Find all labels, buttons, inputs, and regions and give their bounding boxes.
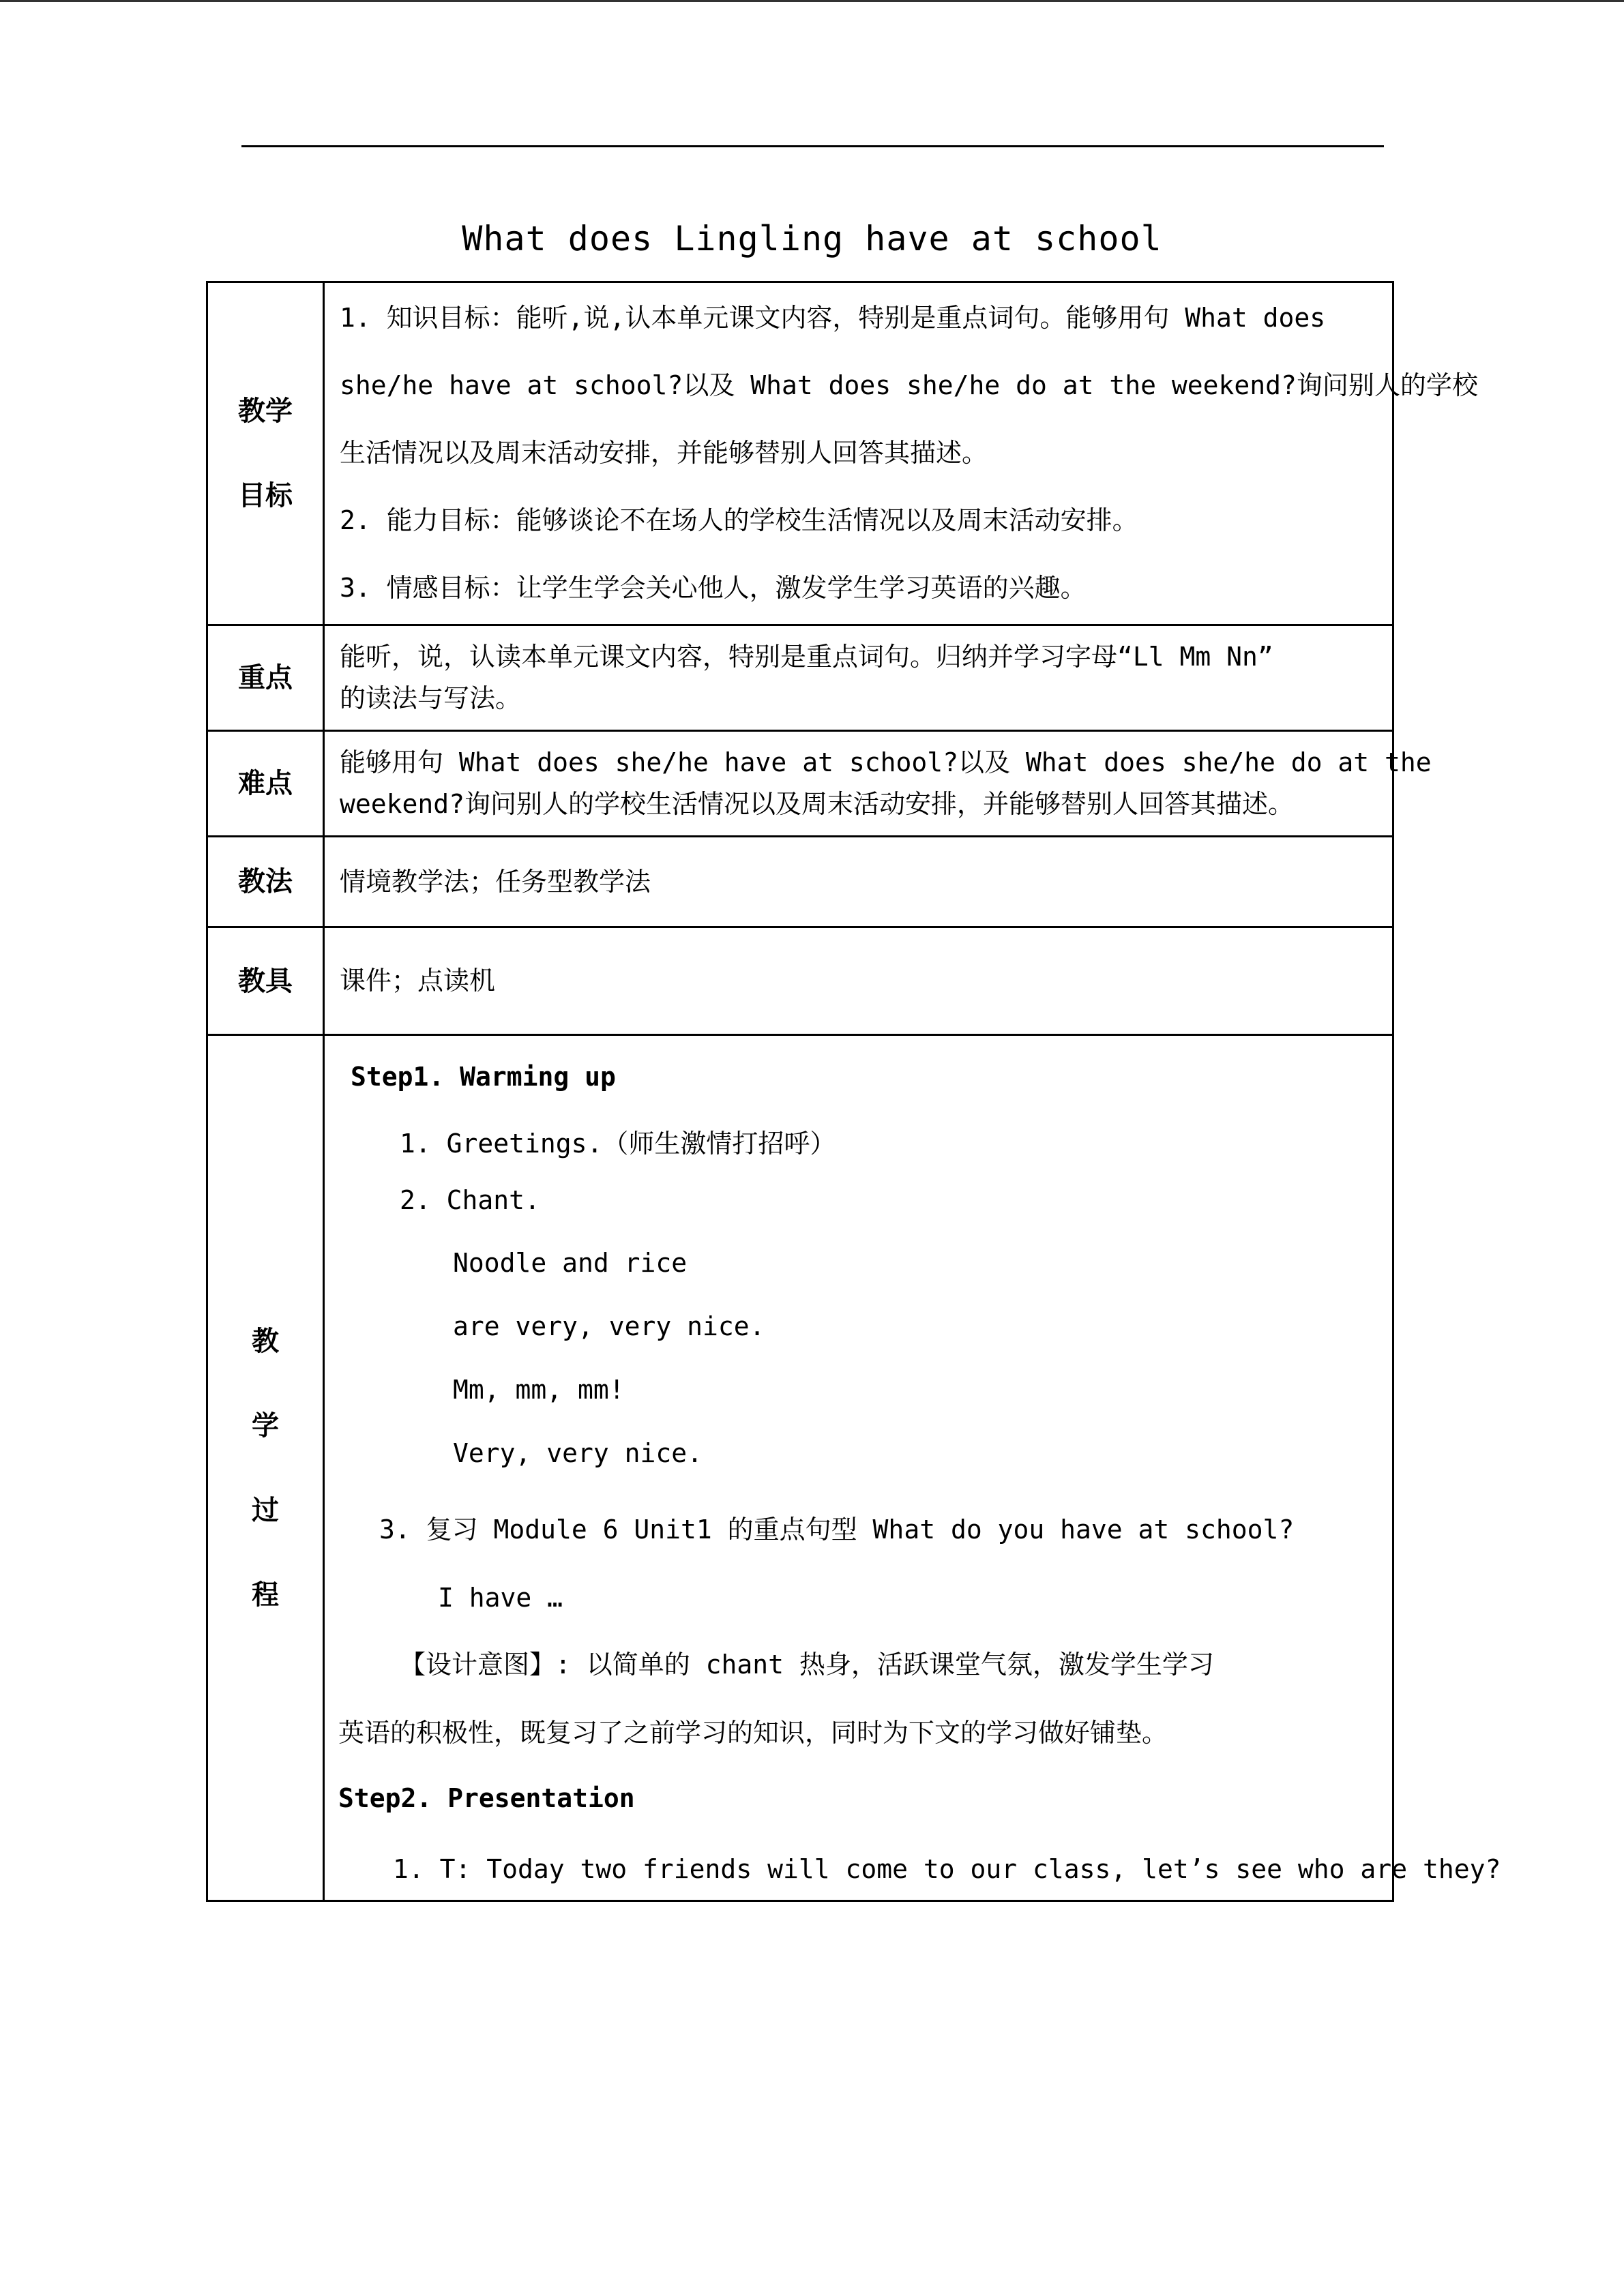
- step1-heading: Step1. Warming up: [351, 1062, 616, 1092]
- chant-line-1: Noodle and rice: [453, 1248, 688, 1278]
- objectives-line-5: 3. 情感目标：让学生学会关心他人，激发学生学习英语的兴趣。: [340, 573, 1087, 603]
- methods-label: 教法: [207, 837, 324, 927]
- objectives-label-line2: 目标: [238, 480, 293, 511]
- step2-item-1: 1. T: Today two friends will come to our class, let’s see who are they?: [393, 1854, 1501, 1884]
- process-content: [324, 1035, 1501, 1901]
- difficulties-line-2: weekend?询问别人的学校生活情况以及周末活动安排，并能够替别人回答其描述。: [340, 789, 1295, 819]
- methods-content: 情境教学法；任务型教学法: [324, 837, 1393, 927]
- process-label: [207, 1035, 324, 1901]
- objectives-line-3: 生活情况以及周末活动安排，并能够替别人回答其描述。: [340, 438, 988, 468]
- step1-item-greetings: 1. Greetings.（师生激情打招呼）: [400, 1129, 836, 1159]
- process-body: [325, 1036, 1501, 1900]
- difficulties-row: [207, 731, 1393, 837]
- step1-item-review: 3. 复习 Module 6 Unit1 的重点句型 What do you have at school?: [379, 1515, 1295, 1545]
- page-top-border: [0, 0, 1624, 2]
- aids-label: 教具: [207, 927, 324, 1035]
- objectives-line-1: 1. 知识目标：能听,说,认本单元课文内容，特别是重点词句。能够用句 What does: [340, 303, 1326, 333]
- design-intent-line-2: 英语的积极性，既复习了之前学习的知识，同时为下文的学习做好铺垫。: [338, 1718, 1168, 1748]
- process-row: [207, 1035, 1393, 1901]
- key-points-line-2: 的读法与写法。: [340, 683, 522, 713]
- key-points-row: [207, 625, 1393, 731]
- lesson-plan-table: [206, 281, 1501, 1902]
- key-points-content: [324, 625, 1393, 731]
- objectives-label: [207, 282, 324, 625]
- objectives-row: [207, 282, 1393, 625]
- chant-line-3: Mm, mm, mm!: [453, 1375, 625, 1405]
- document-title: What does Lingling have at school: [462, 219, 1162, 258]
- key-points-label: 重点: [207, 625, 324, 731]
- process-label-char-1: 教: [252, 1325, 279, 1357]
- key-points-line-1: 能听，说，认读本单元课文内容，特别是重点词句。归纳并学习字母“Ll Mm Nn”: [340, 642, 1273, 672]
- header-rule: [241, 145, 1384, 147]
- chant-line-2: are very, very nice.: [453, 1311, 765, 1341]
- methods-row: [207, 837, 1393, 927]
- process-label-char-3: 过: [252, 1494, 279, 1526]
- design-intent-line-1: 【设计意图】: 以简单的 chant 热身，活跃课堂气氛，激发学生学习: [400, 1650, 1214, 1680]
- process-label-char-4: 程: [252, 1579, 279, 1611]
- objectives-content: [324, 282, 1478, 625]
- objectives-line-2: she/he have at school?以及 What does she/he do at the weekend?询问别人的学校: [340, 370, 1478, 400]
- difficulties-line-1: 能够用句 What does she/he have at school?以及 What does she/he do at the: [340, 747, 1432, 777]
- step2-heading: Step2. Presentation: [338, 1783, 635, 1813]
- objectives-line-4: 2. 能力目标：能够谈论不在场人的学校生活情况以及周末活动安排。: [340, 505, 1138, 535]
- process-label-char-2: 学: [252, 1410, 279, 1442]
- chant-line-4: Very, very nice.: [453, 1438, 703, 1468]
- difficulties-label: 难点: [207, 731, 324, 837]
- aids-row: [207, 927, 1393, 1035]
- difficulties-content: [324, 731, 1432, 837]
- objectives-label-line1: 教学: [238, 396, 293, 427]
- step1-item-review-answer: I have …: [438, 1583, 563, 1613]
- step1-item-chant: 2. Chant.: [400, 1185, 540, 1215]
- aids-content: 课件；点读机: [324, 927, 1393, 1035]
